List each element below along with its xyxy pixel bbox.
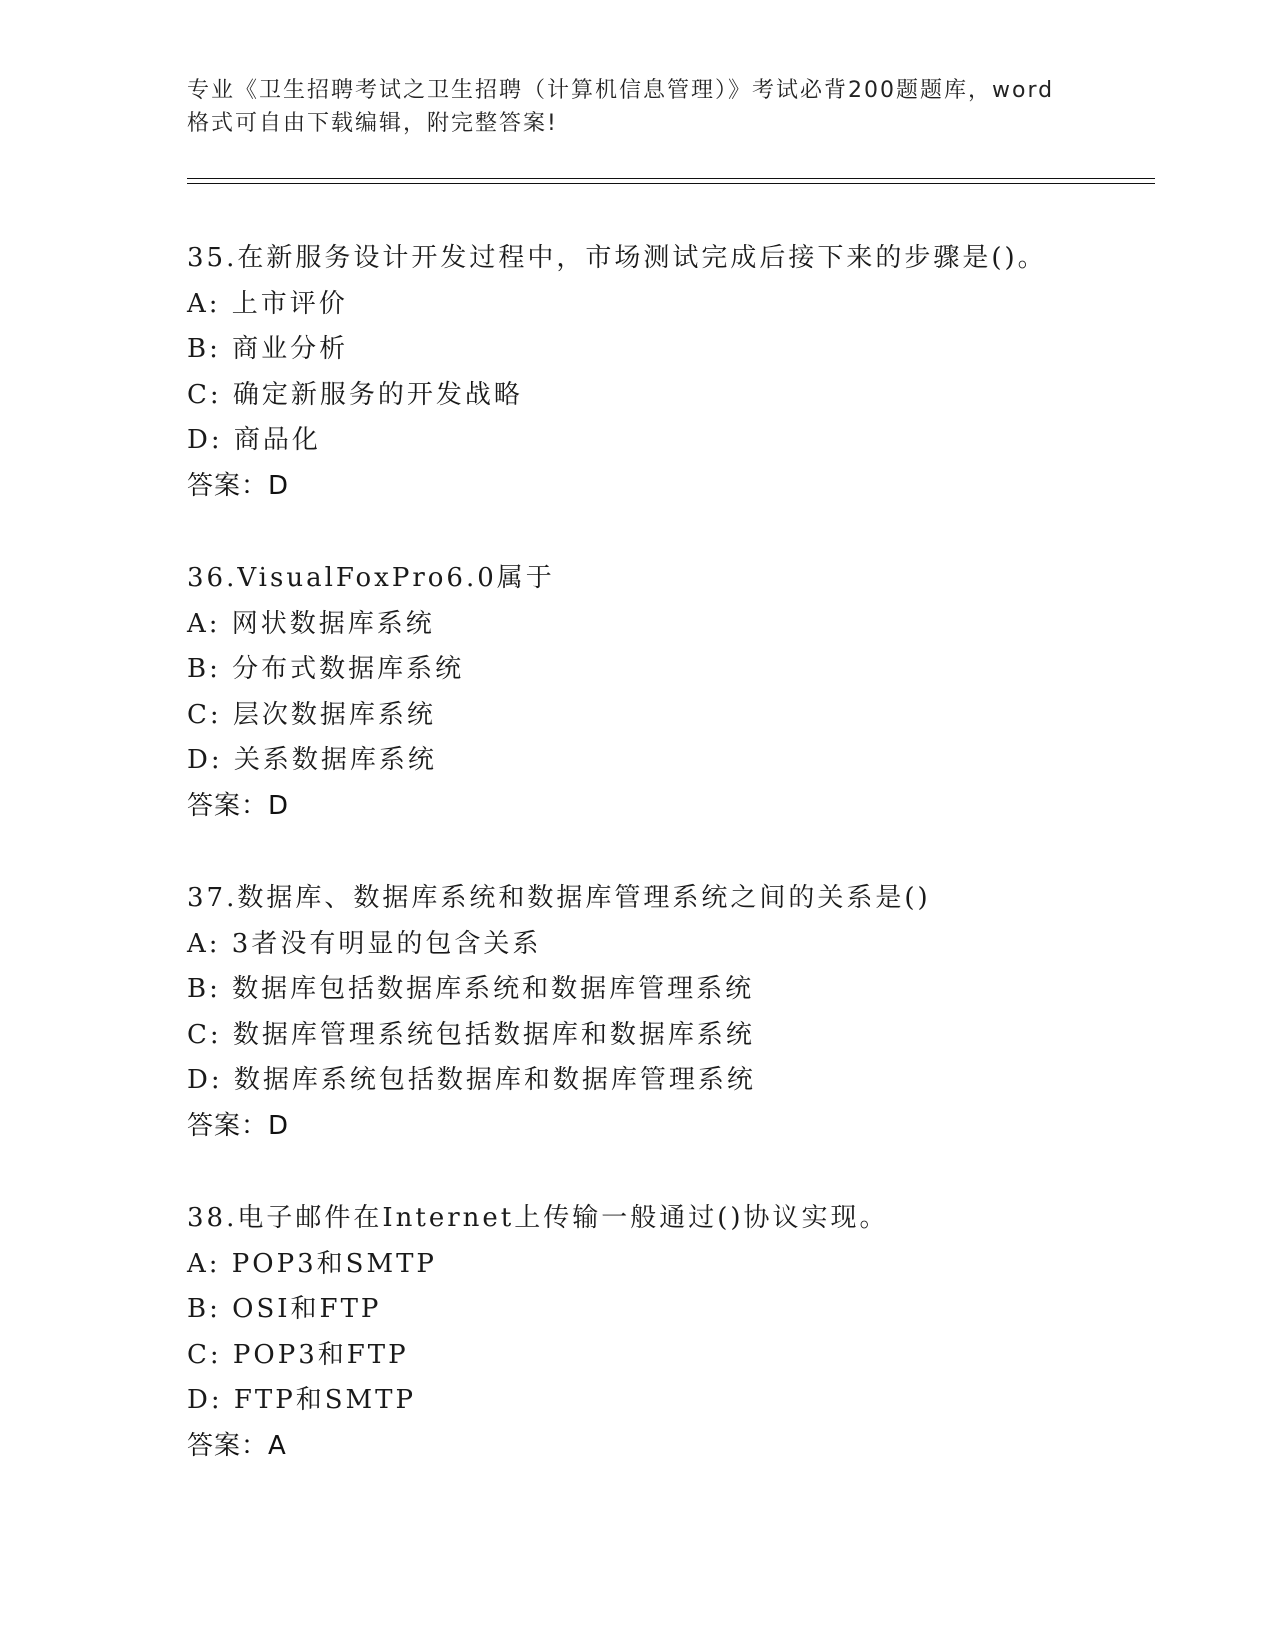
header-divider-bottom <box>187 183 1155 184</box>
answer-label: 答案：D <box>187 1110 290 1141</box>
document-header <box>187 74 1087 140</box>
option-d: D: 关系数据库系统 <box>187 745 437 776</box>
option-b: B: 商业分析 <box>187 334 349 365</box>
option-a: A: POP3和SMTP <box>187 1248 437 1279</box>
question-stem: 36.VisualFoxPro6.0属于 <box>187 563 555 593</box>
option-c: C: 数据库管理系统包括数据库和数据库系统 <box>187 1019 755 1050</box>
answer-label: 答案：D <box>187 790 290 821</box>
question-38 <box>187 1196 1147 1470</box>
option-b: B: OSI和FTP <box>187 1294 382 1325</box>
option-a: A: 3者没有明显的包含关系 <box>187 928 542 959</box>
option-c: C: 层次数据库系统 <box>187 699 436 730</box>
header-line-1: 专业《卫生招聘考试之卫生招聘（计算机信息管理）》考试必背200题题库，word <box>187 78 1055 103</box>
option-b: B: 分布式数据库系统 <box>187 654 465 685</box>
question-36 <box>187 556 1147 830</box>
question-35 <box>187 236 1147 510</box>
question-stem: 35.在新服务设计开发过程中，市场测试完成后接下来的步骤是()。 <box>187 243 1047 273</box>
option-d: D: 商品化 <box>187 425 321 456</box>
answer-label: 答案：D <box>187 470 290 501</box>
option-d: D: FTP和SMTP <box>187 1385 417 1416</box>
question-37 <box>187 876 1147 1150</box>
header-line-2: 格式可自由下载编辑，附完整答案! <box>187 111 558 136</box>
option-d: D: 数据库系统包括数据库和数据库管理系统 <box>187 1065 756 1096</box>
option-c: C: 确定新服务的开发战略 <box>187 379 523 410</box>
answer-label: 答案：A <box>187 1430 287 1461</box>
option-c: C: POP3和FTP <box>187 1339 409 1370</box>
option-a: A: 上市评价 <box>187 288 348 319</box>
question-stem: 37.数据库、数据库系统和数据库管理系统之间的关系是() <box>187 883 931 913</box>
option-b: B: 数据库包括数据库系统和数据库管理系统 <box>187 974 755 1005</box>
question-stem: 38.电子邮件在Internet上传输一般通过()协议实现。 <box>187 1203 889 1233</box>
option-a: A: 网状数据库系统 <box>187 608 435 639</box>
header-divider-top <box>187 178 1155 179</box>
